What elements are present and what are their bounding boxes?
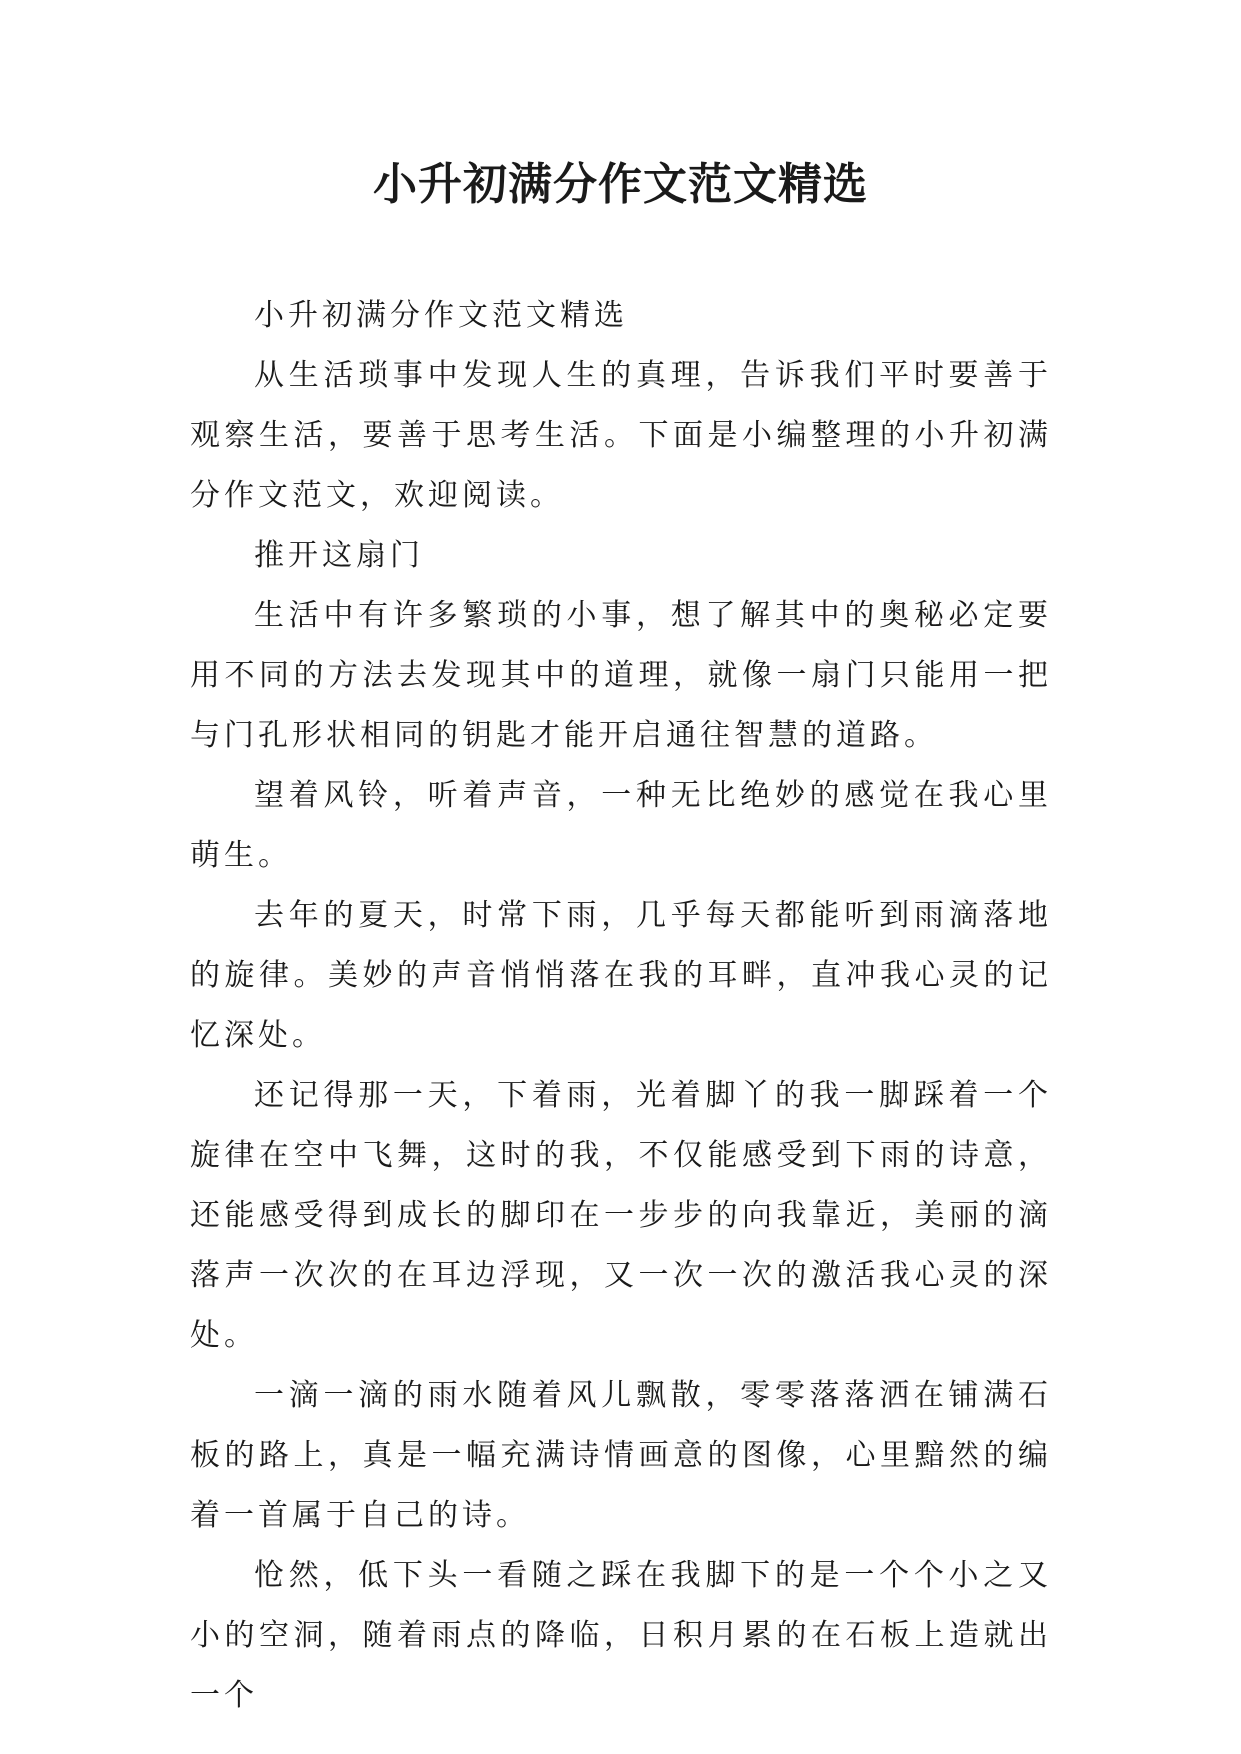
paragraph: 怆然，低下头一看随之踩在我脚下的是一个个小之又小的空洞，随着雨点的降临，日积月累的在石板上造就出一个: [190, 1558, 1052, 1713]
paragraph: 一滴一滴的雨水随着风儿飘散，零零落落洒在铺满石板的路上，真是一幅充满诗情画意的图像，心里黯然的编着一首属于自己的诗。: [190, 1378, 1052, 1533]
paragraph: 还记得那一天，下着雨，光着脚丫的我一脚踩着一个旋律在空中飞舞，这时的我，不仅能感受到下雨的诗意，还能感受得到成长的脚印在一步步的向我靠近，美丽的滴落声一次次的在耳边浮现，又一次一次的激活我心灵的深处。: [190, 1078, 1052, 1353]
paragraph-subtitle: 小升初满分作文范文精选: [254, 298, 628, 333]
paragraph: 生活中有许多繁琐的小事，想了解其中的奥秘必定要用不同的方法去发现其中的道理，就像一扇门只能用一把与门孔形状相同的钥匙才能开启通往智慧的道路。: [190, 598, 1052, 753]
paragraph: 去年的夏天，时常下雨，几乎每天都能听到雨滴落地的旋律。美妙的声音悄悄落在我的耳畔，直冲我心灵的记忆深处。: [190, 898, 1052, 1053]
essay-heading: 推开这扇门: [254, 538, 424, 573]
document-body: [190, 286, 1052, 1726]
document-title: 小升初满分作文范文精选: [373, 159, 868, 210]
paragraph-intro: 从生活琐事中发现人生的真理，告诉我们平时要善于观察生活，要善于思考生活。下面是小编整理的小升初满分作文范文，欢迎阅读。: [190, 358, 1052, 513]
paragraph: 望着风铃，听着声音，一种无比绝妙的感觉在我心里萌生。: [190, 778, 1052, 873]
